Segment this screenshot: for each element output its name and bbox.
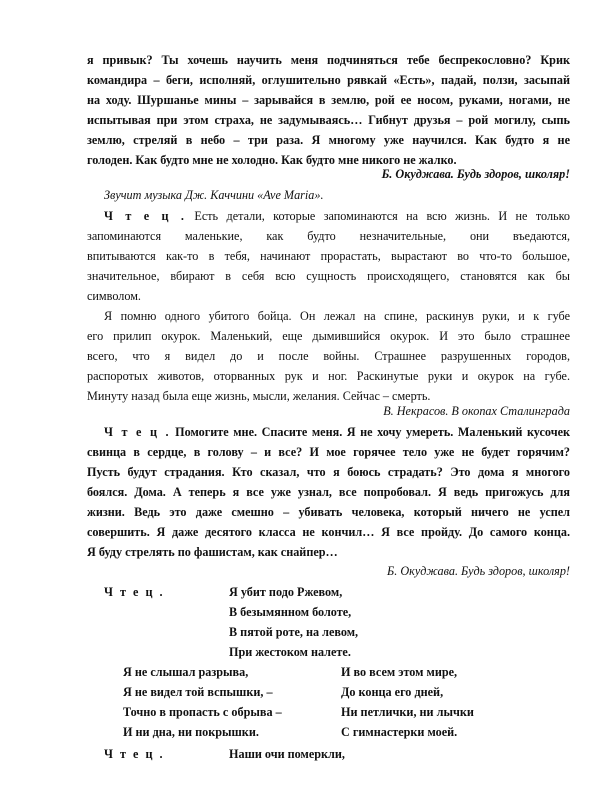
text-span: Помогите мне. Спасите меня. Я не хочу умереть. Маленький кусочек [175,425,571,439]
reader-label: Ч т е ц . [104,585,165,599]
reader-label: Ч т е ц . [104,747,165,761]
text-line: Минуту назад была еще жизнь, мысли, желания. Сейчас – смерть. [87,389,431,403]
text-line: Я помню одного убитого бойца. Он лежал на спине, раскинув руки, и к губе [104,309,570,323]
verse-line: И ни дна, ни покрышки. [123,725,259,739]
reader-label: Ч т е ц . [104,209,186,223]
verse-line: В пятой роте, на левом, [229,625,359,639]
text-line: распоротых животов, оторванных рук и ног. Раскинутые руки и окурок на губе. [87,369,570,383]
text-line: символом. [87,289,141,303]
text-line: на ходу. Шуршанье мины – зарывайся в землю, рой ее носом, руками, ногами, не [87,93,570,107]
text-line: Пусть будут страдания. Кто сказал, что я боюсь страдать? Это дома я многого [87,465,570,479]
verse-line: При жестоком налете. [229,645,351,659]
text-line: Я буду стрелять по фашистам, как снайпер… [87,545,338,559]
verse-line: С гимнастерки моей. [341,725,458,739]
attribution: В. Некрасов. В окопах Сталинграда [383,404,570,418]
verse-line: Я не видел той вспышки, – [123,685,273,699]
text-line [104,425,570,440]
text-line: значительное, вбирают в себя всю сущность происходящего, становятся как бы [87,269,570,283]
stage-direction: Звучит музыка Дж. Каччини «Ave Maria». [104,188,324,202]
text-line [104,209,570,224]
text-line: его прилип окурок. Маленький, еще дымившийся окурок. И это было страшнее [87,329,570,343]
text-line: я привык? Ты хочешь научить меня подчиняться тебе беспрекословно? Крик [87,53,570,67]
verse-line: Я убит подо Ржевом, [229,585,343,599]
attribution: Б. Окуджава. Будь здоров, школяр! [381,167,570,181]
verse-line: И во всем этом мире, [341,665,458,679]
text-line: свинца в сердце, в голову – и все? И мое горячее тело уже не будет горячим? [87,445,570,459]
verse-line: В безымянном болоте, [229,605,352,619]
text-line: совершить. Я даже десятого класса не кончил… Я все пройду. До самого конца. [87,525,570,539]
verse-line: Наши очи померкли, [229,747,345,761]
verse-line: До конца его дней, [341,685,444,699]
verse-line: Я не слышал разрыва, [123,665,249,679]
verse-line: Ни петлички, ни лычки [341,705,474,719]
verse-line: Точно в пропасть с обрыва – [123,705,282,719]
text-line: голоден. Как будто мне не холодно. Как будто мне никого не жалко. [87,153,457,167]
text-span: Есть детали, которые запоминаются на всю жизнь. И не только [194,209,570,223]
text-line: командира – беги, исполняй, оглушительно рявкай «Есть», падай, ползи, засыпай [87,73,570,87]
attribution: Б. Окуджава. Будь здоров, школяр! [387,564,570,578]
text-line: впитываются как-то в тебя, начинают прорастать, вырастают во что-то большое, [87,249,570,263]
text-line: запоминаются маленькие, как будто незначительные, они въедаются, [87,229,570,243]
text-line: всего, что я видел до и после войны. Страшнее разрушенных городов, [87,349,570,363]
text-line: боялся. Дома. А теперь я все уже узнал, все попробовал. Я ведь пригожусь для [87,485,570,499]
text-line: жизни. Ведь это даже смешно – убивать человека, который ничего не успел [87,505,570,519]
text-line: испытывая при этом страха, не задумываясь… Гибнут друзья – рой могилу, сыпь [87,113,570,127]
text-line: землю, стреляй в небо – три раза. Я многому уже научился. Как будто я не [87,133,570,147]
reader-label: Ч т е ц . [104,425,171,439]
